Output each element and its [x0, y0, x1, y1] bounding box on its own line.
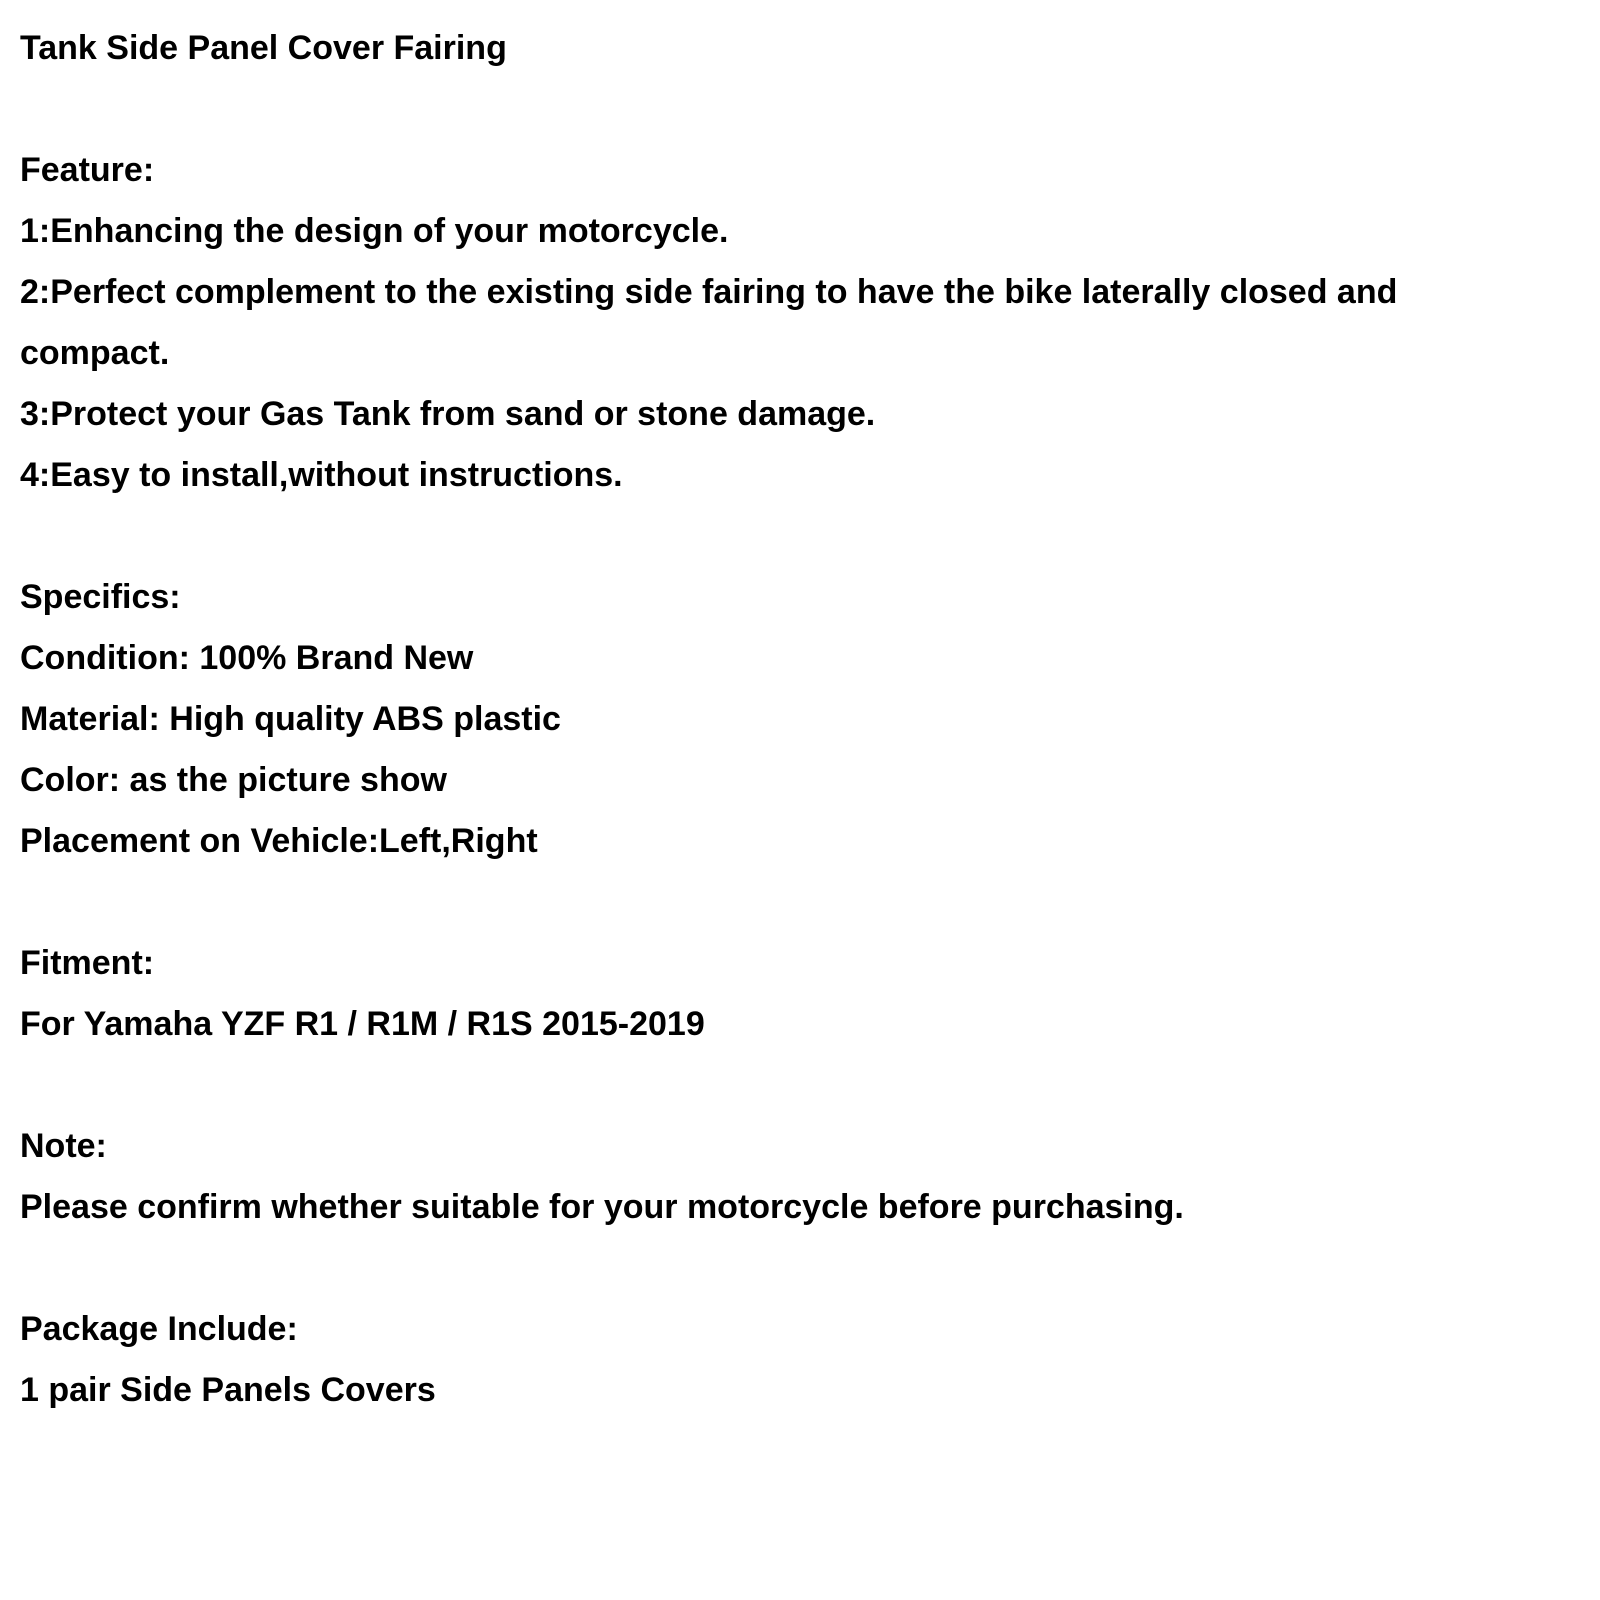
specifics-item: Placement on Vehicle:Left,Right: [20, 822, 538, 860]
spacer: [20, 872, 1580, 933]
specifics-item: Material: High quality ABS plastic: [20, 700, 561, 738]
specifics-heading: Specifics:: [20, 578, 181, 616]
feature-item: 3:Protect your Gas Tank from sand or stone damage.: [20, 395, 876, 433]
package-heading: Package Include:: [20, 1310, 298, 1348]
feature-item: 4:Easy to install,without instructions.: [20, 456, 623, 494]
spacer: [20, 1238, 1580, 1299]
fitment-heading: Fitment:: [20, 944, 155, 982]
specifics-item: Color: as the picture show: [20, 761, 447, 799]
feature-heading: Feature:: [20, 151, 155, 189]
specifics-item: Condition: 100% Brand New: [20, 639, 474, 677]
spacer: [20, 506, 1580, 567]
spacer: [20, 79, 1580, 140]
package-text: 1 pair Side Panels Covers: [20, 1371, 436, 1409]
feature-item: 1:Enhancing the design of your motorcycle.: [20, 212, 729, 250]
product-description: [20, 18, 1580, 1421]
note-text: Please confirm whether suitable for your motorcycle before purchasing.: [20, 1188, 1184, 1226]
spacer: [20, 1055, 1580, 1116]
fitment-text: For Yamaha YZF R1 / R1M / R1S 2015-2019: [20, 1005, 705, 1043]
note-heading: Note:: [20, 1127, 107, 1165]
page-title: Tank Side Panel Cover Fairing: [20, 29, 507, 67]
feature-item: 2:Perfect complement to the existing side fairing to have the bike laterally closed and compact.: [20, 273, 1398, 372]
